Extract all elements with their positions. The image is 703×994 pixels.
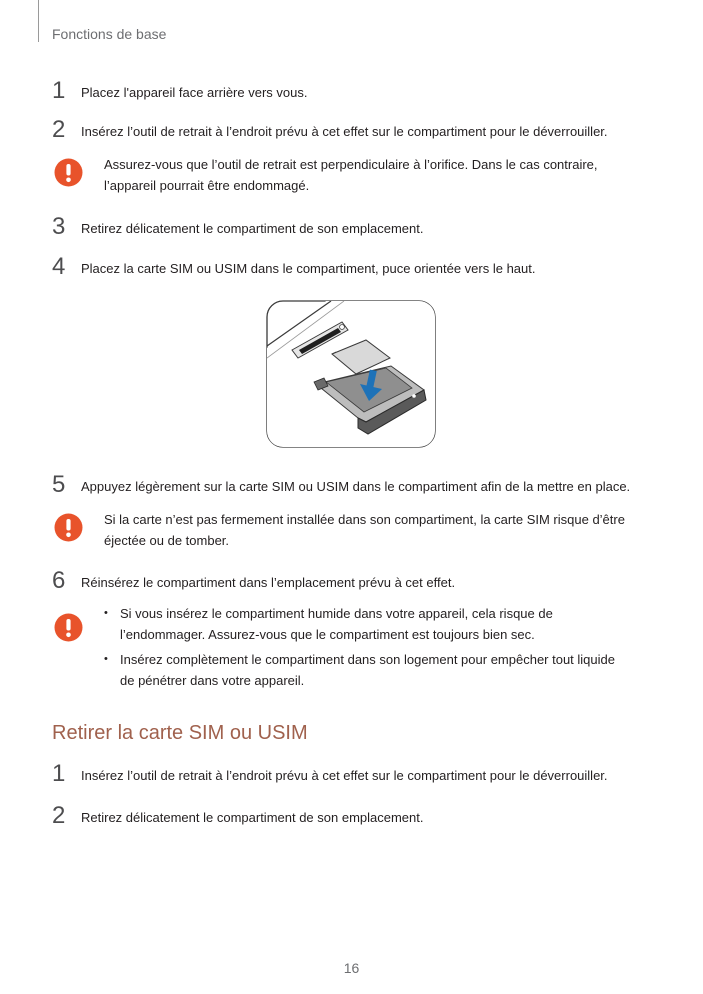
step-number: 1	[52, 77, 66, 104]
warning-line: éjectée ou de tomber.	[104, 533, 230, 548]
bullet-line: de pénétrer dans votre appareil.	[120, 673, 305, 688]
step-text: Retirez délicatement le compartiment de son emplacement.	[81, 221, 424, 236]
bullet-dot-icon: •	[104, 607, 108, 619]
step-1	[52, 77, 652, 106]
step-text: Insérez l’outil de retrait à l’endroit prévu à cet effet sur le compartiment pour le déverrouiller.	[81, 768, 608, 783]
warning-exclamation-icon	[54, 158, 83, 187]
step-number: 4	[52, 253, 66, 280]
warning-line: Assurez-vous que l’outil de retrait est perpendiculaire à l’orifice. Dans le cas contraire,	[104, 157, 598, 172]
removal-step-1	[52, 760, 652, 789]
warning-line: l’appareil pourrait être endommagé.	[104, 178, 310, 193]
bullet-line: l’endommager. Assurez-vous que le compartiment est toujours bien sec.	[120, 627, 535, 642]
step-number: 5	[52, 471, 66, 498]
step-number: 6	[52, 567, 66, 594]
step-text: Appuyez légèrement sur la carte SIM ou USIM dans le compartiment afin de la mettre en place.	[81, 479, 631, 494]
warning-line: Si la carte n’est pas fermement installée dans son compartiment, la carte SIM risque d’être	[104, 512, 625, 527]
step-text: Placez l'appareil face arrière vers vous.	[81, 85, 308, 100]
removal-step-2	[52, 802, 652, 831]
bullet-item	[104, 603, 615, 645]
warning-text	[104, 154, 598, 196]
step-text: Réinsérez le compartiment dans l’emplacement prévu à cet effet.	[81, 575, 456, 590]
step-number: 1	[52, 760, 66, 787]
running-header: Fonctions de base	[52, 26, 167, 42]
step-3	[52, 213, 652, 242]
bullet-dot-icon: •	[104, 653, 108, 665]
warning-text	[104, 509, 625, 551]
bullet-line: Si vous insérez le compartiment humide dans votre appareil, cela risque de	[120, 606, 553, 621]
bullet-line: Insérez complètement le compartiment dans son logement pour empêcher tout liquide	[120, 652, 615, 667]
page-number: 16	[343, 960, 360, 976]
step-text: Insérez l’outil de retrait à l’endroit prévu à cet effet sur le compartiment pour le déverrouiller.	[81, 124, 608, 139]
sim-tray-illustration	[266, 300, 436, 448]
warning-exclamation-icon	[54, 513, 83, 542]
warning-exclamation-icon	[54, 613, 83, 642]
warning-bullet-list	[104, 603, 615, 695]
bullet-item	[104, 649, 615, 691]
step-number: 3	[52, 213, 66, 240]
step-number: 2	[52, 116, 66, 143]
step-text: Placez la carte SIM ou USIM dans le compartiment, puce orientée vers le haut.	[81, 261, 536, 276]
step-4	[52, 253, 652, 282]
section-title: Retirer la carte SIM ou USIM	[52, 722, 308, 744]
step-2	[52, 116, 652, 145]
step-6	[52, 567, 652, 596]
step-number: 2	[52, 802, 66, 829]
step-text: Retirez délicatement le compartiment de son emplacement.	[81, 810, 424, 825]
step-5	[52, 471, 652, 500]
margin-rule	[38, 0, 39, 42]
